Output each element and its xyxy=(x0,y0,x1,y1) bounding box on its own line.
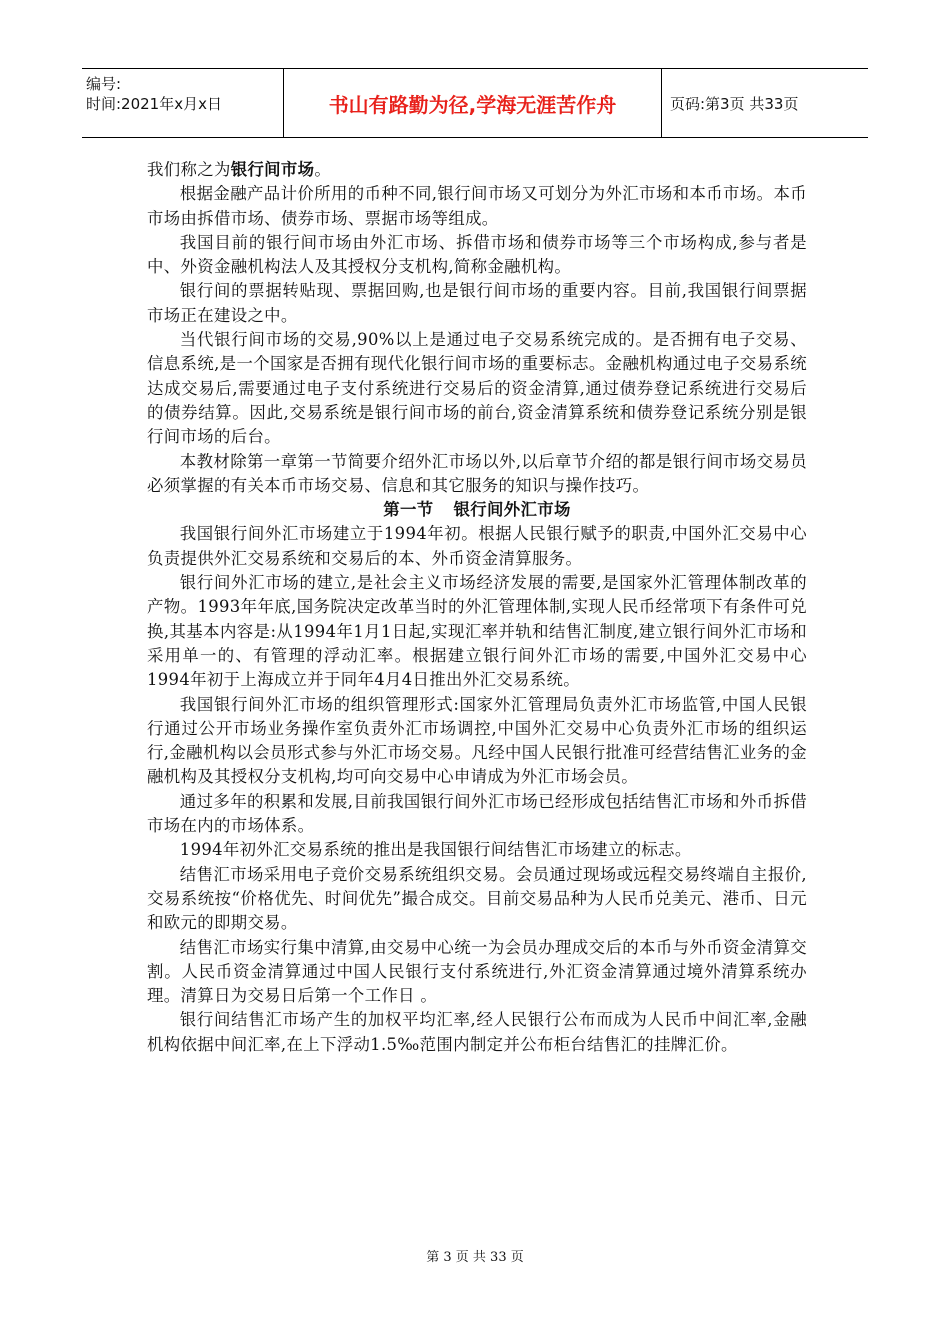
paragraph: 本教材除第一章第一节简要介绍外汇市场以外,以后章节介绍的都是银行间市场交易员必须掌握的有关本币市场交易、信息和其它服务的知识与操作技巧。 xyxy=(147,451,807,495)
page-header xyxy=(82,68,868,138)
paragraph: 通过多年的积累和发展,目前我国银行间外汇市场已经形成包括结售汇市场和外币拆借市场在内的市场体系。 xyxy=(147,791,807,836)
paragraph: 根据金融产品计价所用的币种不同,银行间市场又可划分为外汇市场和本币市场。本币市场由拆借市场、债券市场、票据市场等组成。 xyxy=(147,184,807,228)
paragraph: 当代银行间市场的交易,90%以上是通过电子交易系统完成的。是否拥有电子交易、信息系统,是一个国家是否拥有现代化银行间市场的重要标志。金融机构通过电子交易系统达成交易后,需要通过电子支付系统进行交易后的资金清算,通过债券登记系统进行交易后的债券结算。因此,交易系统是银行间市场的前台,资金清算系统和债券登记系统分别是银行间市场的后台。 xyxy=(147,330,807,447)
document-body xyxy=(147,158,807,1057)
page-footer: 第 3 页 共 33 页 xyxy=(426,1250,524,1265)
document-number-label: 编号: xyxy=(86,75,122,93)
section-title: 第一节 银行间外汇市场 xyxy=(383,500,571,520)
paragraph: 银行间外汇市场的建立,是社会主义市场经济发展的需要,是国家外汇管理体制改革的产物。1993年年底,国务院决定改革当时的外汇管理体制,实现人民币经常项下有条件可兑换,其基本内容是:从1994年1月1日起,实现汇率并轨和结售汇制度,建立银行间外汇市场和采用单一的、有管理的浮动汇率。根据建立银行间外汇市场的需要,中国外汇交易中心1994年初于上海成立并于同年4月4日推出外汇交易系统。 xyxy=(147,573,807,690)
paragraph: 结售汇市场采用电子竞价交易系统组织交易。会员通过现场或远程交易终端自主报价,交易系统按“价格优先、时间优先”撮合成交。目前交易品种为人民币兑美元、港币、日元和欧元的即期交易。 xyxy=(147,864,807,933)
document-time-label: 时间:2021年x月x日 xyxy=(86,95,222,113)
paragraph: 银行间的票据转贴现、票据回购,也是银行间市场的重要内容。目前,我国银行间票据市场正在建设之中。 xyxy=(147,281,807,325)
paragraph: 银行间结售汇市场产生的加权平均汇率,经人民银行公布而成为人民币中间汇率,金融机构依据中间汇率,在上下浮动1.5‰范围内制定并公布柜台结售汇的挂牌汇价。 xyxy=(147,1010,807,1054)
paragraph: 我国目前的银行间市场由外汇市场、拆借市场和债券市场等三个市场构成,参与者是中、外资金融机构法人及其授权分支机构,简称金融机构。 xyxy=(147,232,807,277)
header-page-number: 页码:第3页 共33页 xyxy=(670,94,799,113)
header-meta xyxy=(82,69,284,137)
paragraph: 1994年初外汇交易系统的推出是我国银行间结售汇市场建立的标志。 xyxy=(179,840,692,860)
header-motto: 书山有路勤为径,学海无涯苦作舟 xyxy=(284,69,662,137)
bold-term: 银行间市场 xyxy=(230,160,315,179)
paragraph: 我们称之为银行间市场。 xyxy=(147,160,332,179)
paragraph: 我国银行间外汇市场的组织管理形式:国家外汇管理局负责外汇市场监管,中国人民银行通过公开市场业务操作室负责外汇市场调控,中国外汇交易中心负责外汇市场的组织运行,金融机构以会员形式参与外汇市场交易。凡经中国人民银行批准可经营结售汇业务的金融机构及其授权分支机构,均可向交易中心申请成为外汇市场会员。 xyxy=(147,694,807,787)
paragraph: 我国银行间外汇市场建立于1994年初。根据人民银行赋予的职责,中国外汇交易中心负责提供外汇交易系统和交易后的本、外币资金清算服务。 xyxy=(147,524,807,568)
paragraph: 结售汇市场实行集中清算,由交易中心统一为会员办理成交后的本币与外币资金清算交割。人民币资金清算通过中国人民银行支付系统进行,外汇资金清算通过境外清算系统办理。清算日为交易日后第一个工作日 。 xyxy=(147,937,807,1006)
